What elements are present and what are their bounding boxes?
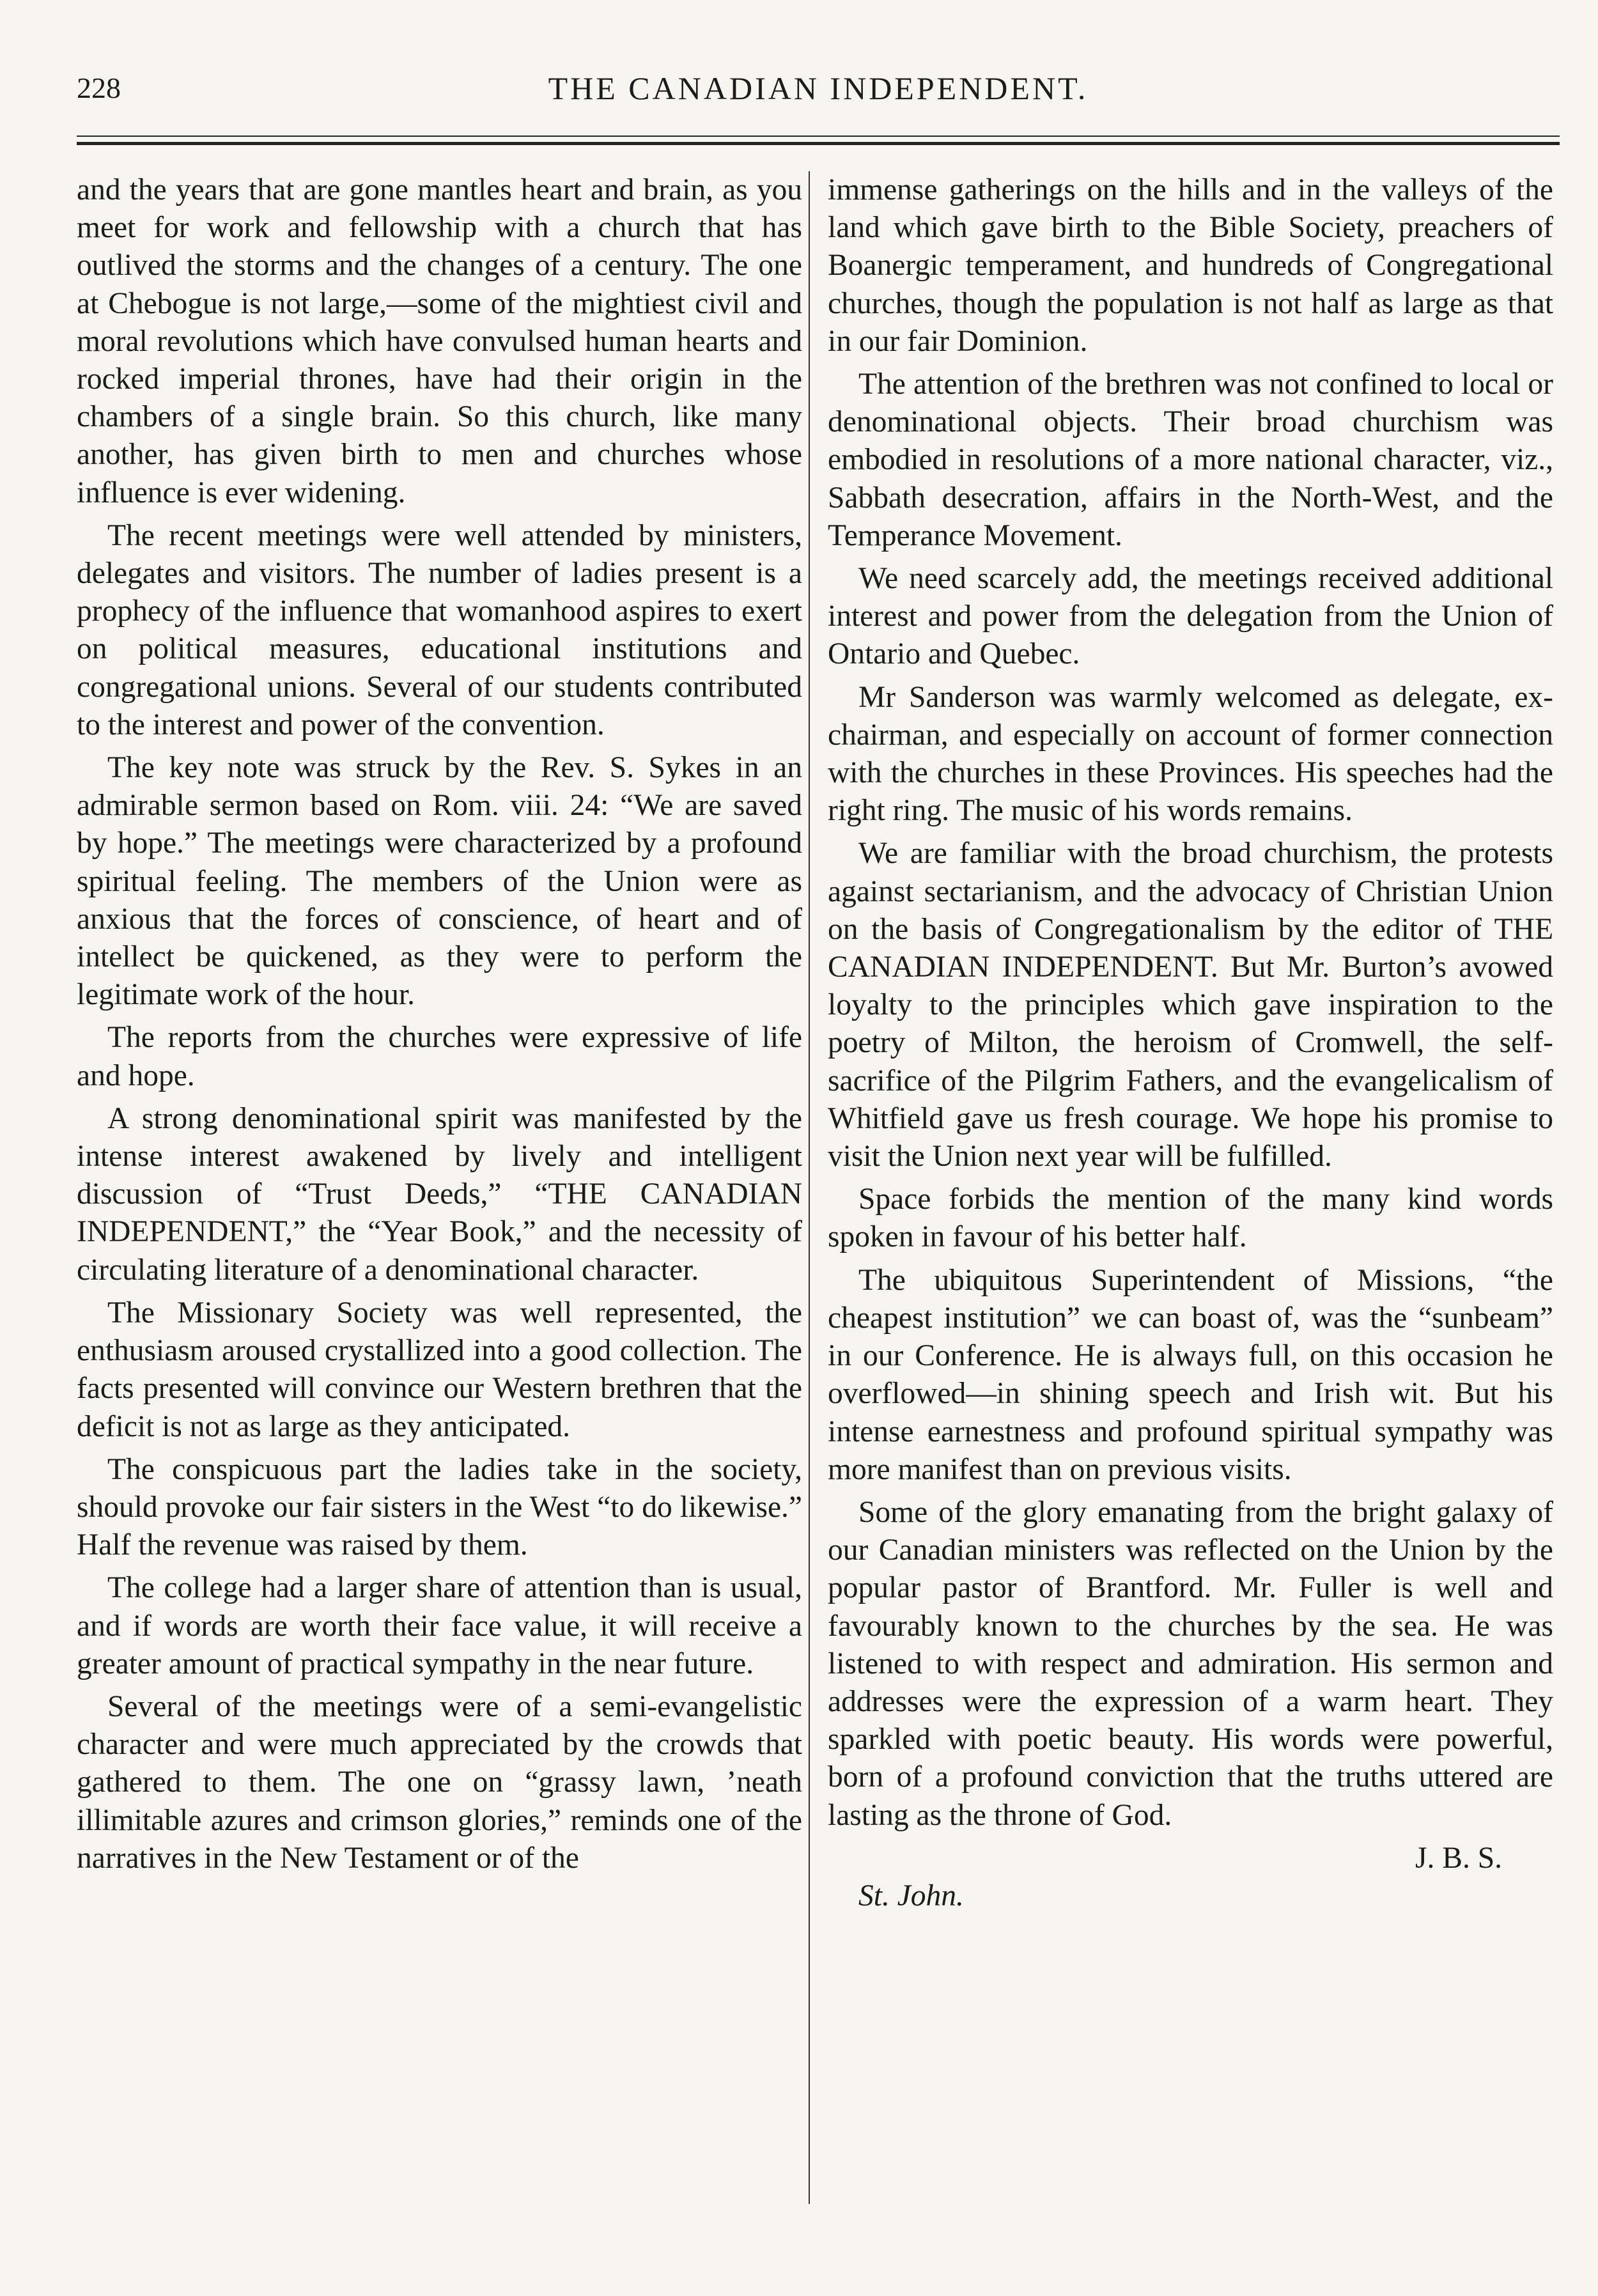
paragraph: The key note was struck by the Rev. S. Sykes in an admirable sermon based on Rom. viii. 24: “We are saved by hope.” The meetings were characterized by a profound spiritual feeling. The members of the Union were as anxious that the forces of conscience, of heart and of intellect be quickened, as they were to perform the legitimate work of the hour. bbox=[77, 751, 802, 1012]
paragraph: We need scarcely add, the meetings received additional interest and power from the delegation from the Union of Ontario and Quebec. bbox=[828, 562, 1553, 671]
journal-title: THE CANADIAN INDEPENDENT. bbox=[548, 70, 1089, 106]
paragraph: Space forbids the mention of the many kind words spoken in favour of his better half. bbox=[828, 1183, 1553, 1254]
page-header bbox=[77, 69, 1560, 120]
paragraph: A strong denominational spirit was manifested by the intense interest awakened by lively and intelligent discussion of “Trust Deeds,” “THE CANADIAN INDEPENDENT,” the “Year Book,” and the necessity of circulating literature of a denominational character. bbox=[77, 1101, 802, 1287]
left-column bbox=[77, 171, 802, 1882]
paragraph: Some of the glory emanating from the bright galaxy of our Canadian ministers was reflected on the Union by the popular pastor of Brantford. Mr. Fuller is well and favourably known to the churches by the sea. He was listened to with respect and admiration. His sermon and addresses were the expression of a warm heart. They sparkled with poetic beauty. His words were powerful, born of a profound conviction that the truths uttered are lasting as the throne of God. bbox=[828, 1495, 1553, 1832]
signature-place: St. John. bbox=[858, 1879, 964, 1912]
paragraph: The conspicuous part the ladies take in the society, should provoke our fair sisters in the West “to do likewise.” Half the revenue was raised by them. bbox=[77, 1452, 802, 1562]
paragraph: The reports from the churches were expressive of life and hope. bbox=[77, 1021, 802, 1092]
paragraph: We are familiar with the broad churchism, the protests against sectarianism, and the advocacy of Christian Union on the basis of Congregationalism by the editor of THE CANADIAN INDEPENDENT. But Mr. Burton’s avowed loyalty to the principles which gave inspiration to the poetry of Milton, the heroism of Cromwell, the self-sacrifice of the Pilgrim Fathers, and the evangelicalism of Whitfield gave us fresh courage. We hope his promise to visit the Union next year will be fulfilled. bbox=[828, 837, 1553, 1174]
paragraph: immense gatherings on the hills and in the valleys of the land which gave birth to the Bible Society, preachers of Boanergic temperament, and hundreds of Congregational churches, though the population is not half as large as that in our fair Dominion. bbox=[828, 173, 1553, 358]
paragraph: Several of the meetings were of a semi-evangelistic character and were much appreciated by the crowds that gathered to them. The one on “grassy lawn, ’neath illimitable azures and crimson glories,” reminds one of the narratives in the New Testament or of the bbox=[77, 1689, 802, 1875]
signature-initials: J. B. S. bbox=[1415, 1841, 1502, 1875]
right-column bbox=[828, 171, 1553, 1915]
paragraph: The attention of the brethren was not confined to local or denominational objects. Their broad churchism was embodied in resolutions of a more national character, viz., Sabbath desecration, affairs in the North-West, and the Temperance Movement. bbox=[828, 368, 1553, 552]
header-rule-thin bbox=[77, 136, 1560, 137]
paragraph: The college had a larger share of attention than is usual, and if words are worth their face value, it will receive a greater amount of practical sympathy in the near future. bbox=[77, 1571, 802, 1680]
page-number: 228 bbox=[77, 72, 121, 104]
paragraph: The recent meetings were well attended by ministers, delegates and visitors. The number of ladies present is a prophecy of the influence that womanhood aspires to exert on political measures, educational institutions and congregational unions. Several of our students contributed to the interest and power of the convention. bbox=[77, 518, 802, 741]
paragraph: Mr Sanderson was warmly welcomed as delegate, ex-chairman, and especially on account of former connection with the churches in these Provinces. His speeches had the right ring. The music of his words remains. bbox=[828, 680, 1553, 828]
paragraph: The Missionary Society was well represented, the enthusiasm aroused crystallized into a good collection. The facts presented will convince our Western brethren that the deficit is not as large as they anticipated. bbox=[77, 1296, 802, 1443]
paragraph: The ubiquitous Superintendent of Missions, “the cheapest institution” we can boast of, was the “sunbeam” in our Conference. He is always full, on this occasion he overflowed—in shining speech and Irish wit. But his intense earnestness and profound spiritual sympathy was more manifest than on previous visits. bbox=[828, 1263, 1553, 1486]
header-rule-thick bbox=[77, 142, 1560, 145]
paragraph: and the years that are gone mantles heart and brain, as you meet for work and fellowship with a church that has outlived the storms and the changes of a century. The one at Chebogue is not large,—some of the mightiest civil and moral revolutions which have convulsed human hearts and rocked imperial thrones, have had their origin in the chambers of a single brain. So this church, like many another, has given birth to men and churches whose influence is ever widening. bbox=[77, 173, 802, 509]
column-divider bbox=[809, 171, 810, 2204]
